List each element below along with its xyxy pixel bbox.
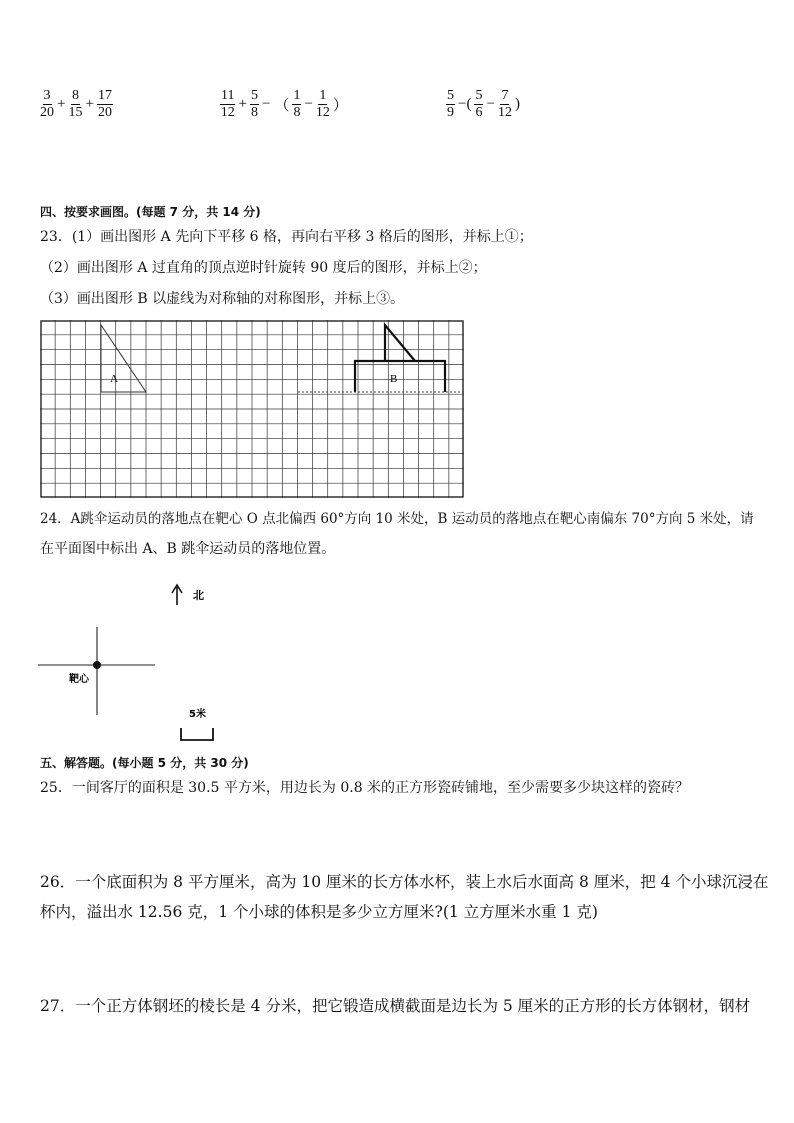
target-center-dot xyxy=(93,661,101,669)
numerator: 5 xyxy=(250,88,258,103)
numerator: 5 xyxy=(475,88,483,103)
north-label: 北 xyxy=(193,589,204,602)
calc-expression-2 xyxy=(220,88,349,121)
question-25: 25．一间客厅的面积是 30.5 平方米，用边长为 0.8 米的正方形瓷砖铺地，至少需要多少块这样的瓷砖？ xyxy=(40,780,690,796)
denominator: 20 xyxy=(40,105,54,120)
fraction xyxy=(40,88,54,121)
question-23-3: （3）画出图形 B 以虚线为对称轴的对称图形，并标上③。 xyxy=(40,291,405,307)
calc-expression-1 xyxy=(40,88,113,121)
denominator: 20 xyxy=(97,105,112,120)
right-paren: ) xyxy=(514,96,520,112)
fraction xyxy=(498,88,512,121)
grid-lines xyxy=(40,320,464,498)
fraction xyxy=(97,88,113,121)
question-23-1: 23．(1）画出图形 A 先向下平移 6 格，再向右平移 3 格后的图形，并标上①； xyxy=(40,229,533,245)
denominator: 9 xyxy=(447,105,454,120)
operator: + xyxy=(85,96,94,112)
numerator: 8 xyxy=(71,88,79,103)
question-24-line-1: 24．A跳伞运动员的落地点在靶心 O 点北偏西 60°方向 10 米处，B 运动员的落地点在靶心南偏东 70°方向 5 米处，请 xyxy=(40,511,754,527)
question-23-2: （2）画出图形 A 过直角的顶点逆时针旋转 90 度后的图形，并标上②； xyxy=(40,260,487,276)
numerator: 17 xyxy=(97,88,112,103)
fraction xyxy=(446,88,455,121)
fraction xyxy=(292,88,301,121)
question-24-line-2: 在平面图中标出 A、B 跳伞运动员的落地位置。 xyxy=(40,541,336,557)
scale-bar xyxy=(181,728,213,740)
fraction xyxy=(316,88,330,121)
denominator: 15 xyxy=(68,105,83,120)
section-4-title: 四、按要求画图。(每题 7 分，共 14 分) xyxy=(40,205,261,219)
shape-a-label: A xyxy=(110,373,118,385)
denominator: 12 xyxy=(220,105,235,120)
shape-b-flag xyxy=(385,325,415,361)
operator: + xyxy=(57,96,66,112)
question-27: 27．一个正方体钢坯的棱长是 4 分米，把它锻造成横截面是边长为 5 厘米的正方形的长方体钢材，钢材 xyxy=(40,997,751,1015)
fraction xyxy=(68,88,82,121)
right-paren: ） xyxy=(332,98,348,114)
scale-label: 5米 xyxy=(189,709,206,720)
operator: − xyxy=(304,96,313,112)
operator: − xyxy=(261,96,271,112)
target-plane-diagram[interactable] xyxy=(30,575,290,745)
shape-b-outline xyxy=(355,361,445,392)
shape-b-label: B xyxy=(390,373,398,385)
question-26-line-2: 杯内，溢出水 12.56 克，1 个小球的体积是多少立方厘米?(1 立方厘米水重 1 克) xyxy=(40,903,598,921)
numerator: 5 xyxy=(447,88,454,103)
numerator: 1 xyxy=(319,88,327,103)
denominator: 12 xyxy=(497,105,512,120)
fraction xyxy=(474,88,483,121)
operator: − xyxy=(486,96,495,112)
denominator: 12 xyxy=(315,105,330,120)
calc-expression-3 xyxy=(446,88,521,121)
operator: + xyxy=(238,96,247,112)
fraction xyxy=(250,88,259,121)
denominator: 8 xyxy=(293,105,301,120)
numerator: 7 xyxy=(501,88,509,103)
numerator: 3 xyxy=(43,88,51,103)
drawing-grid[interactable] xyxy=(40,320,464,498)
section-5-title: 五、解答题。(每小题 5 分，共 30 分) xyxy=(40,756,249,770)
question-26-line-1: 26．一个底面积为 8 平方厘米，高为 10 厘米的长方体水杯，装上水后水面高 8 厘米，把 4 个小球沉浸在 xyxy=(40,873,769,891)
center-label: 靶心 xyxy=(69,674,89,685)
left-paren: （ xyxy=(274,98,290,114)
fraction xyxy=(220,88,235,121)
numerator: 11 xyxy=(221,88,235,103)
operator: −( xyxy=(458,96,472,112)
numerator: 1 xyxy=(293,88,301,103)
denominator: 8 xyxy=(250,105,258,120)
denominator: 6 xyxy=(475,105,483,120)
